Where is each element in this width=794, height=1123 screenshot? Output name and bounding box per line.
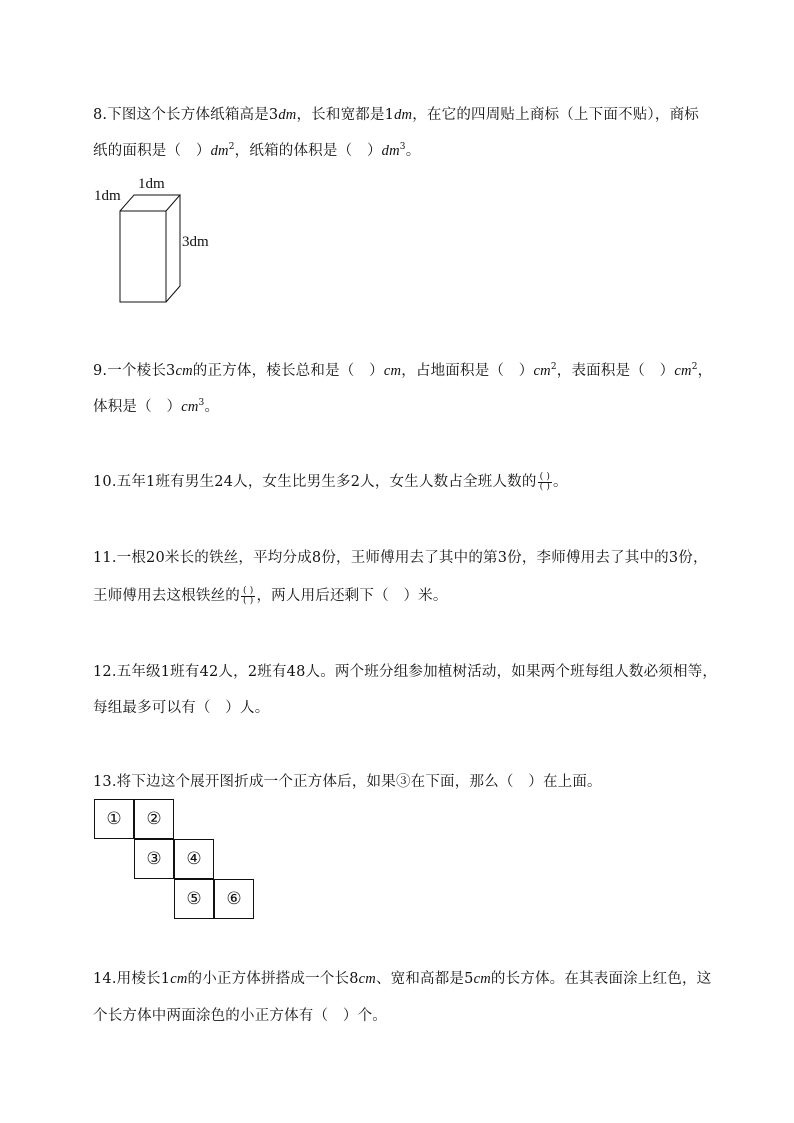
q8-text: 纸的面积是（ ） <box>93 143 211 159</box>
fraction-numerator: ( ) <box>539 471 551 482</box>
q8-text: 。 <box>405 143 421 159</box>
q10-line1 <box>93 470 568 492</box>
q14-line2: 个长方体中两面涂色的小正方体有（ ）个。 <box>93 1008 387 1024</box>
net-cell-2: ② <box>134 799 174 839</box>
net-cell-5: ⑤ <box>174 879 214 919</box>
q12-line1: 12.五年级1班有42人，2班有48人。两个班分组参加植树活动，如果两个班每组人数必须相等， <box>93 664 718 680</box>
q14-text: 14.用棱长1 <box>93 971 171 987</box>
label-depth: 1dm <box>94 188 121 204</box>
q9-text: ，占地面积是（ ） <box>401 363 534 379</box>
q8-line2 <box>93 139 420 160</box>
unit-cm: cm <box>175 363 193 379</box>
q14-text: 、宽和高都是5 <box>375 971 474 987</box>
q8-text: ，纸箱的体积是（ ） <box>234 143 382 159</box>
q9-line1 <box>93 359 712 380</box>
q14-text: 的小正方体拼搭成一个长8 <box>187 971 359 987</box>
q10-text: 。 <box>553 474 568 490</box>
cuboid-figure <box>110 185 190 310</box>
q12-line2: 每组最多可以有（ ）人。 <box>93 700 270 716</box>
cube-net <box>94 799 254 919</box>
unit-cm: cm <box>383 363 402 379</box>
q13-line1: 13.将下边这个展开图折成一个正方体后，如果③在下面，那么（ ）在上面。 <box>93 774 602 790</box>
label-height: 3dm <box>182 234 209 250</box>
q9-text: 的正方体，棱长总和是（ ） <box>192 363 384 379</box>
q8-text: ，长和宽都是1 <box>296 107 395 123</box>
fraction-numerator: ( ) <box>243 585 254 596</box>
q8-text: 8.下图这个长方体纸箱高是3 <box>93 107 279 123</box>
fraction-denominator: ( ) <box>243 595 254 606</box>
q11-text: ，两人用后还剩下（ ）米。 <box>256 588 448 604</box>
superscript: 2 <box>550 362 557 373</box>
superscript: 2 <box>691 362 698 373</box>
fraction-blank <box>538 473 552 492</box>
unit-cm: cm <box>170 971 188 987</box>
q9-text: ， <box>697 363 713 379</box>
net-cell-3: ③ <box>134 839 174 879</box>
superscript: 3 <box>198 398 205 409</box>
q10-text: 10.五年1班有男生24人，女生比男生多2人，女生人数占全班人数的 <box>93 474 537 490</box>
q9-text: ，表面积是（ ） <box>556 363 675 379</box>
q9-text: 9.一个棱长3 <box>93 363 176 379</box>
superscript: 2 <box>228 142 235 153</box>
q9-line2 <box>93 395 219 416</box>
unit-cm: cm <box>358 971 376 987</box>
net-cell-4: ④ <box>174 839 214 879</box>
q14-line1 <box>93 967 711 988</box>
fraction-denominator: ( ) <box>539 481 551 492</box>
q11-line1: 11.一根20米长的铁丝，平均分成8份，王师傅用去了其中的第3份，李师傅用去了其中的3份， <box>93 550 708 566</box>
q9-text: 体积是（ ） <box>93 399 182 415</box>
q14-text: 的长方体。在其表面涂上红色，这 <box>490 971 712 987</box>
unit-dm: dm <box>381 143 400 159</box>
q11-line2 <box>93 584 448 606</box>
unit-cm: cm <box>181 399 199 415</box>
unit-dm: dm <box>210 143 229 159</box>
q8-text: ，在它的四周贴上商标（上下面不贴），商标 <box>412 107 699 123</box>
q11-text: 王师傅用去这根铁丝的 <box>93 588 240 604</box>
unit-cm: cm <box>473 971 491 987</box>
unit-cm: cm <box>674 363 692 379</box>
unit-cm: cm <box>533 363 551 379</box>
unit-dm: dm <box>278 107 297 123</box>
net-cell-1: ① <box>94 799 134 839</box>
q9-text: 。 <box>204 399 220 415</box>
unit-dm: dm <box>394 107 413 123</box>
net-cell-6: ⑥ <box>214 879 254 919</box>
q8-line1 <box>93 103 699 124</box>
fraction-blank <box>241 587 255 606</box>
label-width: 1dm <box>138 176 165 192</box>
superscript: 3 <box>399 142 406 153</box>
